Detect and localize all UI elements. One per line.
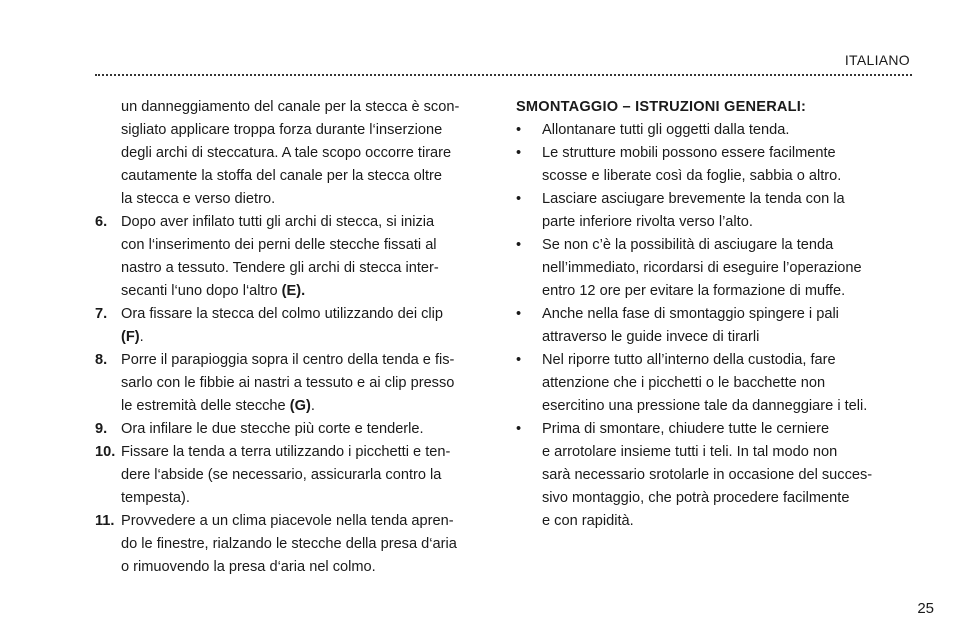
right-column xyxy=(516,96,911,533)
step-9 xyxy=(95,418,495,441)
text-segment: secanti l‘uno dopo l‘altro xyxy=(121,283,282,299)
text-line xyxy=(121,395,495,418)
bullet-item xyxy=(516,234,911,303)
bullet-item xyxy=(516,119,911,142)
step-number: 10. xyxy=(95,444,116,460)
figure-ref: (F) xyxy=(121,329,140,345)
text-segment: le estremità delle stecche xyxy=(121,398,290,414)
step-number: 7. xyxy=(95,306,108,322)
text-line: scosse e liberate così da foglie, sabbia o altro. xyxy=(542,168,842,184)
text-line xyxy=(121,280,495,303)
bullet-marker: • xyxy=(516,352,522,368)
text-line: nastro a tessuto. Tendere gli archi di stecca inter- xyxy=(121,260,439,276)
text-line: e con rapidità. xyxy=(542,513,634,529)
text-line: tempesta). xyxy=(121,490,190,506)
text-line: esercitino una pressione tale da danneggiare i teli. xyxy=(542,398,868,414)
text-line: nell’immediato, ricordarsi di eseguire l’operazione xyxy=(542,260,862,276)
figure-ref: (E). xyxy=(281,283,306,299)
text-line: sarlo con le fibbie ai nastri a tessuto e ai clip presso xyxy=(121,375,455,391)
text-line: dere l‘abside (se necessario, assicurarla contro la xyxy=(121,467,442,483)
text-line xyxy=(121,326,495,349)
bullet-item xyxy=(516,303,911,349)
text-segment: . xyxy=(139,329,144,345)
text-line: attenzione che i picchetti o le bacchette non xyxy=(542,375,826,391)
step-11 xyxy=(95,510,495,579)
text-line: Le strutture mobili possono essere facilmente xyxy=(542,145,836,161)
step-6 xyxy=(95,211,495,303)
bullet-item xyxy=(516,418,911,533)
text-line: attraverso le guide invece di tirarli xyxy=(542,329,760,345)
text-line: un danneggiamento del canale per la stecca è scon- xyxy=(121,99,460,115)
language-label: ITALIANO xyxy=(844,52,910,68)
dotted-divider xyxy=(95,74,912,76)
text-line: sigliato applicare troppa forza durante l‘inserzione xyxy=(121,122,443,138)
left-column xyxy=(95,96,495,579)
text-line: Ora infilare le due stecche più corte e tenderle. xyxy=(121,421,424,437)
text-line: Ora fissare la stecca del colmo utilizzando dei clip xyxy=(121,306,444,322)
step-8 xyxy=(95,349,495,418)
text-line: Fissare la tenda a terra utilizzando i picchetti e ten- xyxy=(121,444,451,460)
text-line: Se non c’è la possibilità di asciugare la tenda xyxy=(542,237,834,253)
step-7 xyxy=(95,303,495,349)
text-line: e arrotolare insieme tutti i teli. In tal modo non xyxy=(542,444,838,460)
bullet-marker: • xyxy=(516,306,522,322)
bullet-list xyxy=(516,119,911,533)
bullet-marker: • xyxy=(516,237,522,253)
page-number: 25 xyxy=(917,600,934,617)
figure-ref: (G) xyxy=(289,398,311,414)
step-10 xyxy=(95,441,495,510)
bullet-marker: • xyxy=(516,191,522,207)
text-line: sivo montaggio, che potrà procedere facilmente xyxy=(542,490,850,506)
step-number: 6. xyxy=(95,214,108,230)
step-number: 11. xyxy=(95,513,115,529)
text-segment: . xyxy=(310,398,315,414)
bullet-marker: • xyxy=(516,122,522,138)
bullet-item xyxy=(516,188,911,234)
bullet-marker: • xyxy=(516,145,522,161)
step-number: 8. xyxy=(95,352,108,368)
bullet-item xyxy=(516,142,911,188)
text-line: Provvedere a un clima piacevole nella tenda apren- xyxy=(121,513,454,529)
step-number: 9. xyxy=(95,421,108,437)
text-line: entro 12 ore per evitare la formazione di muffe. xyxy=(542,283,846,299)
text-line: Anche nella fase di smontaggio spingere i pali xyxy=(542,306,839,322)
text-line: Porre il parapioggia sopra il centro della tenda e fis- xyxy=(121,352,455,368)
section-heading: SMONTAGGIO – ISTRUZIONI GENERALI: xyxy=(516,99,807,115)
text-line: do le finestre, rialzando le stecche della presa d‘aria xyxy=(121,536,457,552)
bullet-item xyxy=(516,349,911,418)
text-line: o rimuovendo la presa d‘aria nel colmo. xyxy=(121,559,376,575)
text-line: Dopo aver infilato tutti gli archi di stecca, si inizia xyxy=(121,214,435,230)
text-line: parte inferiore rivolta verso l’alto. xyxy=(542,214,753,230)
intro-paragraph xyxy=(95,96,495,211)
text-line: sarà necessario srotolarle in occasione del succes- xyxy=(542,467,873,483)
text-line: Lasciare asciugare brevemente la tenda con la xyxy=(542,191,845,207)
text-line: Prima di smontare, chiudere tutte le cerniere xyxy=(542,421,830,437)
text-line: la stecca e verso dietro. xyxy=(121,191,276,207)
bullet-marker: • xyxy=(516,421,522,437)
text-line: degli archi di steccatura. A tale scopo occorre tirare xyxy=(121,145,452,161)
text-line: con l‘inserimento dei perni delle stecche fissati al xyxy=(121,237,437,253)
text-line: cautamente la stoffa del canale per la stecca oltre xyxy=(121,168,442,184)
text-line: Allontanare tutti gli oggetti dalla tenda. xyxy=(542,122,790,138)
text-line: Nel riporre tutto all’interno della custodia, fare xyxy=(542,352,836,368)
